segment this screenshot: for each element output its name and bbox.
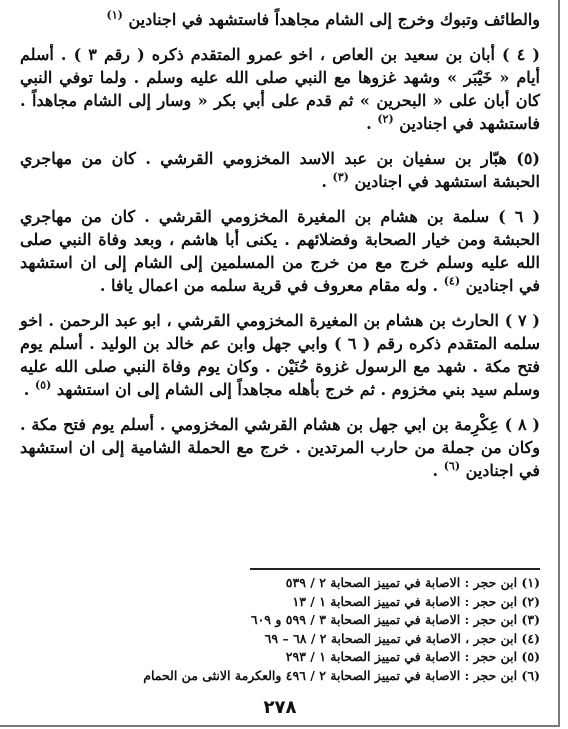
footnote-5: (٥) ابن حجر : الاصابة في تمييز الصحابة ١ / ٢٩٣ (285, 649, 540, 664)
footnote-4: (٤) ابن حجر ، الاصابة في تمييز الصحابة ٢ / ٦٨ – ٦٩ (264, 630, 540, 646)
paragraph-tail: . وله مقام معروف في قرية سلمه من اعمال يافا . (99, 276, 439, 295)
footnote-divider (250, 568, 540, 570)
paragraph-1 (20, 8, 540, 31)
footnote-1: (١) ابن حجر : الاصابة في تمييز الصحابة ٢ / ٥٣٩ (285, 575, 540, 590)
footnote-ref: (٦) (443, 459, 461, 473)
footnote-ref: (٤) (443, 274, 461, 288)
paragraph-text: ( ٤ ) أبان بن سعيد بن العاص ، اخو عمرو المتقدم ذكره ( رقم ٣ ) . أسلم أيام « خَيْبَر » وشهد غزوها مع النبي صلى الله عليه وسلم . ولما توفي النبي كان أبان على « البحرين » ثم قدم على أبي بكر « وسار إلى الشام مجاهداً . فاستشهد في اجنادين (20, 45, 541, 133)
footnote-2: (٢) ابن حجر : الاصابة في تمييز الصحابة ١ / ١٣ (292, 593, 540, 609)
paragraph-tail: . (366, 114, 372, 133)
footnotes (20, 568, 540, 685)
footnote-ref: (٢) (377, 112, 394, 126)
paragraph-text: ( ٧ ) الحارث بن هشام بن المغيرة المخزومي القرشي ، ابو عبد الرحمن . اخو سلمه المتقدم ذكره رقم ( ٦ ) وابي جهل وابن عم خالد بن الوليد . أسلم يوم فتح مكة . شهد مع الرسول غزوة حُنَيْن . وكان يوم وفاة النبي صلى الله عليه وسلم سيد بني مخزوم . ثم خرج بأهله مجاهداً إلى الشام إلى ان استشهد (20, 311, 540, 399)
paragraph-2 (20, 43, 540, 135)
paragraph-text: والطائف وتبوك وخرج إلى الشام مجاهداً فاستشهد في اجنادين (128, 10, 540, 29)
paragraph-text: ( ٦ ) سلمة بن هشام بن المغيرة المخزومي القرشي . كان من مهاجري الحبشة ومن خيار الصحابة وفضلائهم . يكنى أبا هاشم ، وبعد وفاة النبي صلى الله عليه وسلم خرج مع من خرج من المسلمين إلى الشام إلى ان استشهد في اجنادين (20, 207, 541, 295)
page-number: ٢٧٨ (263, 697, 297, 718)
paragraph-5 (20, 309, 540, 401)
footnote-ref: (٥) (34, 378, 52, 392)
paragraph-3 (20, 147, 540, 193)
page-body (20, 8, 540, 494)
paragraph-tail: . (23, 380, 30, 399)
paragraph-4 (20, 205, 540, 297)
paragraph-tail: . (321, 172, 327, 191)
paragraph-tail: . (432, 461, 439, 480)
paragraph-text: ( ٨ ) عِكْرِمة بن ابي جهل بن هشام القرشي المخزومي . أسلم يوم فتح مكة . وكان من جملة من حارب المرتدين . خرج مع الحملة الشامية إلى ان استشهد في اجنادين (20, 415, 540, 480)
footnote-ref: (٣) (332, 170, 349, 184)
footnote-6: (٦) ابن حجر : الاصابة في تمييز الصحابة ٢ / ٤٩٦ والعكرمة الانثى من الحمام (143, 667, 540, 683)
paragraph-text: (٥) هبّار بن سفيان بن عبد الاسد المخزومي القرشي . كان من مهاجري الحبشة استشهد في اجنادين (20, 149, 540, 191)
footnote-3: (٣) ابن حجر : الاصابة في تمييز الصحابة ٣ / ٥٩٩ و ٦٠٩ (250, 612, 540, 627)
paragraph-6 (20, 413, 540, 482)
footnote-ref: (١) (106, 8, 123, 22)
